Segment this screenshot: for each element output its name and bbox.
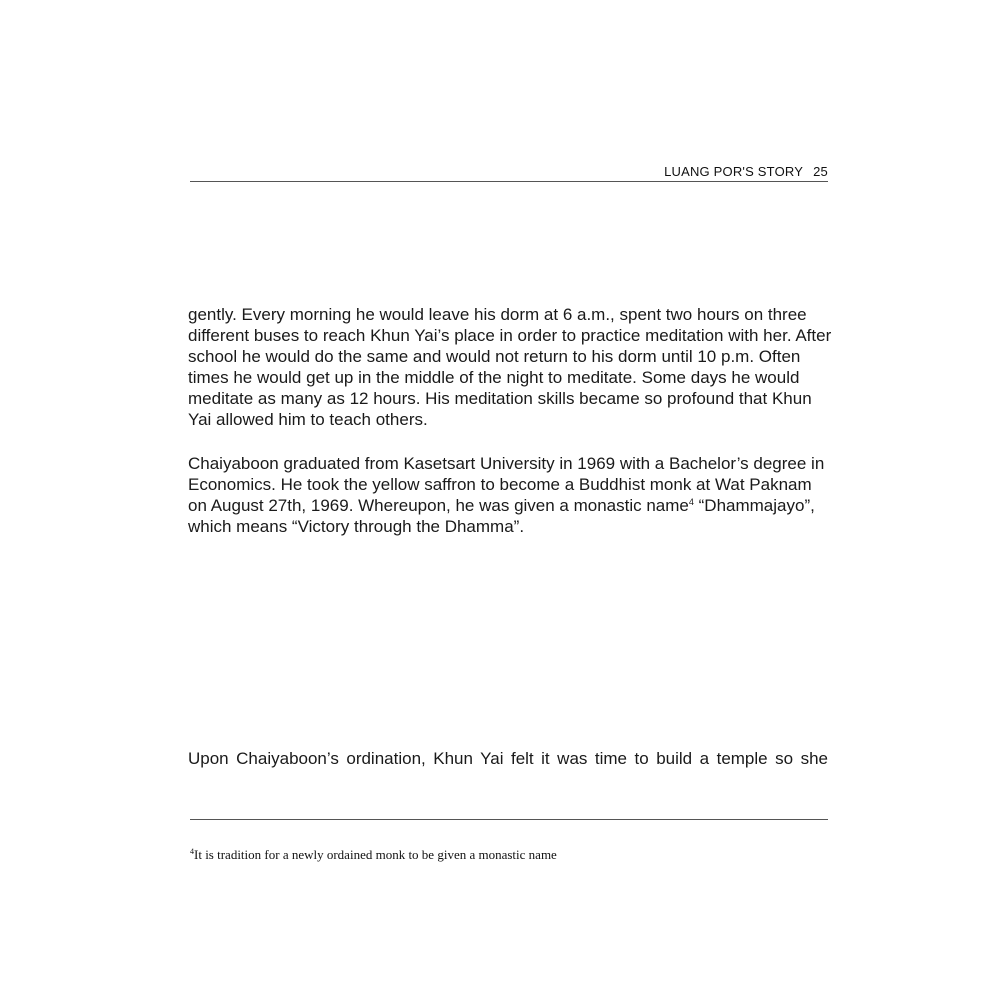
text-segment: on August 27th, 1969. Whereupon, he was given a monastic name [188, 496, 689, 515]
paragraph-temple-beginning: Upon Chaiyaboon’s ordination, Khun Yai felt it was time to build a temple so she [188, 749, 828, 768]
text-line: gently. Every morning he would leave his dorm at 6 a.m., spent two hours on three [188, 305, 807, 324]
text-line: school he would do the same and would not return to his dorm until 10 p.m. Often [188, 347, 801, 366]
text-line: meditate as many as 12 hours. His meditation skills became so profound that Khun [188, 389, 812, 408]
running-head-title: LUANG POR'S STORY [664, 164, 804, 179]
page-header [190, 163, 828, 182]
paragraph-graduation-ordination [188, 453, 828, 537]
text-line: Chaiyaboon graduated from Kasetsart University in 1969 with a Bachelor’s degree in [188, 454, 825, 473]
footnote-text: It is tradition for a newly ordained monk to be given a monastic name [194, 847, 557, 862]
text-segment: “Dhammajayo”, [693, 496, 815, 515]
text-line [188, 495, 828, 516]
running-head-container [664, 164, 828, 179]
footnote [190, 847, 830, 863]
text-line: Economics. He took the yellow saffron to become a Buddhist monk at Wat Paknam [188, 475, 812, 494]
text-line: different buses to reach Khun Yai’s place in order to practice meditation with her. After [188, 326, 832, 345]
text-line: times he would get up in the middle of the night to meditate. Some days he would [188, 368, 800, 387]
footnote-divider [190, 819, 828, 820]
footnote-reference: 4 [688, 497, 694, 507]
paragraph-meditation-routine [188, 304, 832, 430]
text-line: which means “Victory through the Dhamma”. [188, 517, 525, 536]
text-line: Yai allowed him to teach others. [188, 410, 428, 429]
footnote-number: 4 [190, 847, 194, 856]
page-number: 25 [813, 164, 828, 179]
